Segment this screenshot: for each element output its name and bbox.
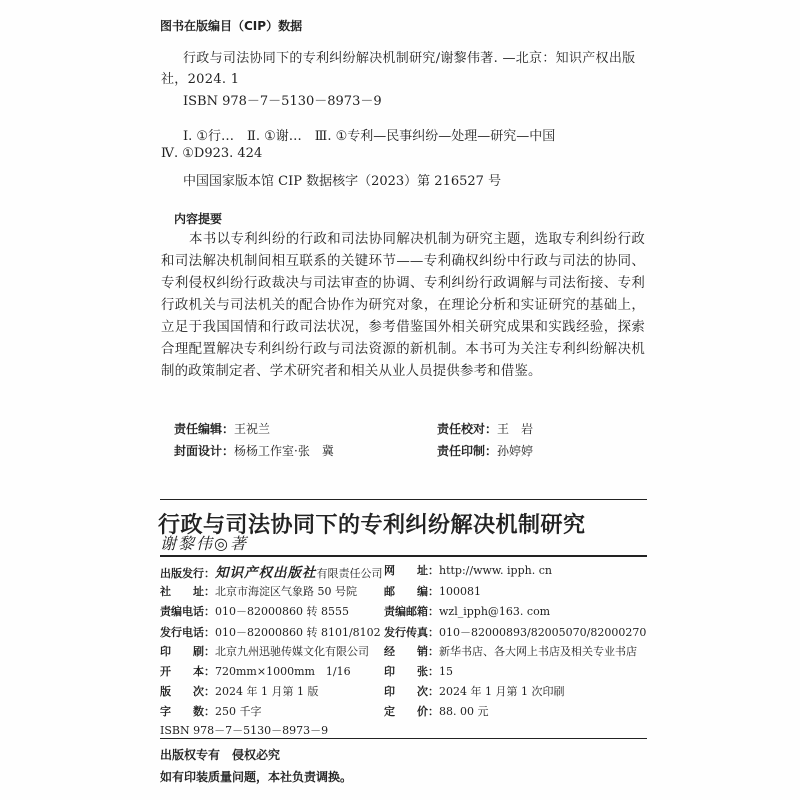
credit-cover-value: 杨杨工作室·张 冀 (234, 444, 334, 458)
credit-print (437, 442, 533, 459)
cip-line1: 行政与司法协同下的专利纠纷解决机制研究/谢黎伟著. —北京：知识产权出版 (183, 51, 636, 66)
info-row (384, 562, 552, 578)
info-label: 社 址： (160, 585, 215, 598)
credit-print-value: 孙婷婷 (497, 444, 534, 458)
credit-editor (174, 420, 270, 437)
info-row (384, 663, 453, 679)
info-label: 定 价： (384, 705, 439, 718)
info-value: 010－82000860 转 8555 (215, 605, 349, 618)
rights-statement: 出版权专有 侵权必究 (160, 748, 281, 762)
info-value: wzl_ipph@163. com (439, 605, 551, 618)
info-row (384, 683, 564, 699)
info-row (384, 603, 550, 619)
cip-class-line2: Ⅳ. ①D923. 424 (161, 146, 263, 161)
info-row (160, 583, 357, 599)
credit-print-label: 责任印制： (437, 444, 498, 458)
info-label: 出版发行： (160, 567, 215, 580)
info-value: 250 千字 (215, 705, 262, 718)
info-value: 010－82000893/82005070/82000270 (439, 626, 647, 639)
cip-class-line1: Ⅰ. ①行… Ⅱ. ①谢… Ⅲ. ①专利—民事纠纷—处理—研究—中国 (183, 129, 556, 144)
info-isbn: ISBN 978－7－5130－8973－9 (160, 724, 329, 737)
info-label: 网 址： (384, 564, 439, 577)
info-row (160, 624, 381, 640)
info-value: 010－82000860 转 8101/8102 (215, 626, 381, 639)
info-value: 新华书店、各大网上书店及相关专业书店 (439, 645, 637, 658)
info-value: 北京市海淀区气象路 50 号院 (215, 585, 357, 598)
credit-proof-value: 王 岩 (497, 422, 534, 436)
info-row (160, 663, 351, 679)
info-row (384, 643, 637, 659)
info-value: 88. 00 元 (439, 705, 489, 718)
info-label: 印 刷： (160, 645, 215, 658)
info-label: 开 本： (160, 665, 215, 678)
credit-proof (437, 420, 533, 437)
book-author: 谢黎伟◎著 (160, 534, 248, 553)
info-label: 发行传真： (384, 626, 439, 639)
cip-record: 中国国家版本馆 CIP 数据核字（2023）第 216527 号 (183, 174, 502, 189)
info-label: 责编邮箱： (384, 605, 439, 618)
info-row (160, 703, 262, 719)
info-label: 印 次： (384, 685, 439, 698)
info-row (160, 561, 383, 581)
credit-editor-value: 王祝兰 (234, 422, 271, 436)
summary-text: 本书以专利纠纷的行政和司法协同解决机制为研究主题，选取专利纠纷行政和司法解决机制间相互联系的关键环节——专利确权纠纷中行政与司法的协同、专利侵权纠纷行政裁决与司法审查的协调、专利纠纷行政调解与司法衔接、专利行政机关与司法机关的配合协作为研究对象，在理论分析和实证研究的基础上，立足于我国国情和行政司法状况，参考借鉴国外相关研究成果和实践经验，探索合理配置解决专利纠纷行政与司法资源的新机制。本书可为关注专利纠纷解决机制的政策制定者、学术研究者和相关从业人员提供参考和借鉴。 (161, 232, 645, 379)
quality-notice: 如有印装质量问题，本社负责调换。 (160, 770, 353, 784)
info-row (160, 603, 349, 619)
bottom-divider (160, 738, 647, 739)
credit-proof-label: 责任校对： (437, 422, 498, 436)
info-row (384, 624, 646, 640)
info-label: 责编电话： (160, 605, 215, 618)
info-row (160, 683, 318, 699)
credit-cover (174, 442, 334, 459)
book-title: 行政与司法协同下的专利纠纷解决机制研究 (158, 513, 586, 538)
cip-isbn: ISBN 978－7－5130－8973－9 (183, 94, 382, 109)
credit-editor-label: 责任编辑： (174, 422, 235, 436)
info-value-suffix: 有限责任公司 (316, 567, 383, 580)
info-label: 发行电话： (160, 626, 215, 639)
info-label: 邮 编： (384, 585, 439, 598)
cip-heading: 图书在版编目（CIP）数据 (160, 19, 303, 33)
info-value: 100081 (439, 585, 481, 598)
info-value: 2024 年 1 月第 1 版 (215, 685, 319, 698)
info-label: 字 数： (160, 705, 215, 718)
info-row (384, 703, 488, 719)
info-label: 版 次： (160, 685, 215, 698)
top-divider (160, 499, 647, 500)
info-value: 北京九州迅驰传媒文化有限公司 (215, 645, 369, 658)
credit-cover-label: 封面设计： (174, 444, 235, 458)
info-row (384, 583, 481, 599)
title-divider (160, 555, 647, 557)
info-value: 2024 年 1 月第 1 次印刷 (439, 685, 565, 698)
publisher-logo-text: 知识产权出版社 (215, 565, 317, 581)
info-value: http://www. ipph. cn (439, 564, 552, 577)
info-label: 印 张： (384, 665, 439, 678)
info-label: 经 销： (384, 645, 439, 658)
info-value: 15 (439, 665, 453, 678)
info-row (160, 643, 369, 659)
cip-line2: 社，2024. 1 (161, 72, 240, 87)
info-value: 720mm×1000mm 1/16 (215, 665, 351, 678)
summary-heading: 内容提要 (174, 212, 223, 226)
